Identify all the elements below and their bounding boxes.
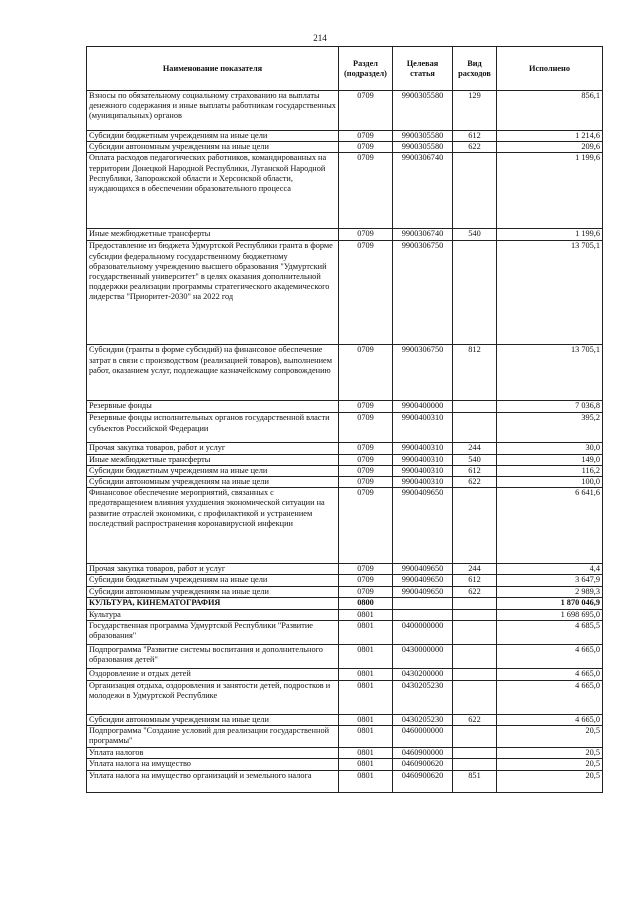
cell-name: Субсидии бюджетным учреждениям на иные цели (87, 131, 339, 142)
cell-target: 9900409650 (393, 564, 453, 575)
cell-amount: 395,2 (497, 413, 603, 443)
table-row (87, 488, 603, 564)
cell-section: 0709 (339, 91, 393, 131)
cell-target: 9900400310 (393, 454, 453, 465)
cell-amount: 209,6 (497, 142, 603, 153)
cell-section: 0709 (339, 575, 393, 586)
cell-target: 9900409650 (393, 586, 453, 597)
page-number: 214 (313, 33, 327, 43)
cell-name: Подпрограмма "Создание условий для реализации государственной программы" (87, 726, 339, 748)
header-name: Наименование показателя (87, 47, 339, 91)
cell-name: Оздоровление и отдых детей (87, 669, 339, 681)
cell-type: 851 (453, 770, 497, 792)
cell-section: 0801 (339, 621, 393, 645)
expenditure-table (86, 46, 603, 793)
cell-amount: 20,5 (497, 748, 603, 759)
cell-target: 0430200000 (393, 669, 453, 681)
table-row (87, 142, 603, 153)
cell-type: 540 (453, 229, 497, 241)
cell-section: 0801 (339, 726, 393, 748)
cell-section: 0709 (339, 488, 393, 564)
cell-section: 0709 (339, 413, 393, 443)
cell-amount: 2 989,3 (497, 586, 603, 597)
cell-amount: 20,5 (497, 726, 603, 748)
cell-name: КУЛЬТУРА, КИНЕМАТОГРАФИЯ (87, 597, 339, 609)
cell-name: Субсидии бюджетным учреждениям на иные цели (87, 575, 339, 586)
cell-section: 0801 (339, 645, 393, 669)
cell-name: Уплата налогов (87, 748, 339, 759)
cell-type (453, 759, 497, 770)
header-target: Целевая статья (393, 47, 453, 91)
cell-target: 0430205230 (393, 715, 453, 726)
cell-section: 0709 (339, 131, 393, 142)
table-row (87, 759, 603, 770)
cell-type: 244 (453, 564, 497, 575)
table-row (87, 645, 603, 669)
cell-section: 0800 (339, 597, 393, 609)
table-row (87, 401, 603, 413)
cell-type (453, 726, 497, 748)
cell-type (453, 645, 497, 669)
cell-name: Прочая закупка товаров, работ и услуг (87, 443, 339, 454)
cell-type: 622 (453, 477, 497, 488)
cell-target: 0460900000 (393, 748, 453, 759)
cell-target: 9900306750 (393, 241, 453, 345)
cell-target: 9900400310 (393, 413, 453, 443)
cell-type (453, 413, 497, 443)
table-row (87, 770, 603, 792)
cell-amount: 149,0 (497, 454, 603, 465)
cell-amount: 7 036,8 (497, 401, 603, 413)
cell-amount: 1 214,6 (497, 131, 603, 142)
cell-amount: 4 665,0 (497, 645, 603, 669)
cell-amount: 856,1 (497, 91, 603, 131)
cell-type: 622 (453, 586, 497, 597)
table-row (87, 465, 603, 476)
cell-type: 812 (453, 345, 497, 401)
cell-amount: 4 685,5 (497, 621, 603, 645)
cell-section: 0709 (339, 586, 393, 597)
cell-amount: 13 705,1 (497, 241, 603, 345)
cell-name: Прочая закупка товаров, работ и услуг (87, 564, 339, 575)
cell-type (453, 241, 497, 345)
header-type: Вид расходов (453, 47, 497, 91)
cell-section: 0801 (339, 681, 393, 715)
cell-target: 0460900620 (393, 770, 453, 792)
cell-amount: 20,5 (497, 759, 603, 770)
cell-type (453, 153, 497, 229)
table-row (87, 564, 603, 575)
cell-target: 9900306740 (393, 229, 453, 241)
cell-type (453, 621, 497, 645)
table-header-row (87, 47, 603, 91)
cell-section: 0801 (339, 770, 393, 792)
cell-section: 0801 (339, 669, 393, 681)
cell-section: 0801 (339, 609, 393, 620)
cell-name: Резервные фонды (87, 401, 339, 413)
cell-target: 9900409650 (393, 488, 453, 564)
cell-type (453, 609, 497, 620)
cell-section: 0709 (339, 401, 393, 413)
cell-amount: 6 641,6 (497, 488, 603, 564)
cell-target: 9900400310 (393, 465, 453, 476)
cell-amount: 4 665,0 (497, 669, 603, 681)
table-row (87, 454, 603, 465)
cell-amount: 1 870 046,9 (497, 597, 603, 609)
cell-name: Субсидии автономным учреждениям на иные цели (87, 586, 339, 597)
cell-amount: 1 199,6 (497, 229, 603, 241)
cell-amount: 4 665,0 (497, 681, 603, 715)
cell-section: 0709 (339, 153, 393, 229)
cell-name: Субсидии автономным учреждениям на иные цели (87, 477, 339, 488)
table-row (87, 586, 603, 597)
cell-name: Иные межбюджетные трансферты (87, 229, 339, 241)
cell-section: 0709 (339, 564, 393, 575)
cell-amount: 3 647,9 (497, 575, 603, 586)
cell-type (453, 669, 497, 681)
cell-name: Уплата налога на имущество (87, 759, 339, 770)
table-row (87, 748, 603, 759)
header-section: Раздел (подраздел) (339, 47, 393, 91)
cell-section: 0709 (339, 443, 393, 454)
cell-target: 9900306750 (393, 345, 453, 401)
cell-type: 244 (453, 443, 497, 454)
table-row (87, 669, 603, 681)
cell-amount: 4,4 (497, 564, 603, 575)
cell-name: Субсидии автономным учреждениям на иные цели (87, 142, 339, 153)
table-row (87, 345, 603, 401)
header-amount: Исполнено (497, 47, 603, 91)
table-row (87, 575, 603, 586)
cell-section: 0709 (339, 454, 393, 465)
cell-type: 129 (453, 91, 497, 131)
cell-target: 0460900620 (393, 759, 453, 770)
cell-target: 9900400310 (393, 477, 453, 488)
cell-name: Государственная программа Удмуртской Республики "Развитие образования" (87, 621, 339, 645)
cell-amount: 100,0 (497, 477, 603, 488)
cell-name: Подпрограмма "Развитие системы воспитания и дополнительного образования детей" (87, 645, 339, 669)
cell-target: 0430000000 (393, 645, 453, 669)
cell-name: Уплата налога на имущество организаций и земельного налога (87, 770, 339, 792)
cell-section: 0801 (339, 759, 393, 770)
cell-name: Резервные фонды исполнительных органов государственной власти субъектов Российской Федерации (87, 413, 339, 443)
cell-type (453, 597, 497, 609)
table-row (87, 477, 603, 488)
table-row (87, 597, 603, 609)
cell-amount: 1 698 695,0 (497, 609, 603, 620)
cell-type (453, 401, 497, 413)
table-row (87, 241, 603, 345)
table-row (87, 91, 603, 131)
table-row (87, 681, 603, 715)
cell-target: 9900306740 (393, 153, 453, 229)
cell-section: 0709 (339, 477, 393, 488)
cell-name: Взносы по обязательному социальному страхованию на выплаты денежного содержания и иные выплаты работникам государственных (муниципальных) органов (87, 91, 339, 131)
cell-target: 9900305580 (393, 131, 453, 142)
table-row (87, 726, 603, 748)
cell-name: Оплата расходов педагогических работников, командированных на территории Донецкой Народной Республики, Луганской Народной Республики, Запорожской области и Херсонской области, нуждающихся в обеспечении образовательного процесса (87, 153, 339, 229)
cell-type: 540 (453, 454, 497, 465)
cell-section: 0801 (339, 715, 393, 726)
table-row (87, 153, 603, 229)
table-row (87, 131, 603, 142)
cell-target: 9900409650 (393, 575, 453, 586)
cell-type (453, 748, 497, 759)
table-body (87, 91, 603, 793)
cell-type: 612 (453, 131, 497, 142)
cell-name: Культура (87, 609, 339, 620)
table-row (87, 413, 603, 443)
cell-section: 0709 (339, 465, 393, 476)
cell-target: 9900400000 (393, 401, 453, 413)
cell-target: 0430205230 (393, 681, 453, 715)
table-row (87, 609, 603, 620)
cell-amount: 1 199,6 (497, 153, 603, 229)
cell-section: 0801 (339, 748, 393, 759)
cell-name: Субсидии автономным учреждениям на иные цели (87, 715, 339, 726)
cell-section: 0709 (339, 241, 393, 345)
cell-type (453, 488, 497, 564)
cell-section: 0709 (339, 345, 393, 401)
cell-type: 622 (453, 715, 497, 726)
cell-target: 9900305580 (393, 142, 453, 153)
cell-type (453, 681, 497, 715)
cell-target: 9900305580 (393, 91, 453, 131)
cell-type: 612 (453, 465, 497, 476)
cell-name: Организация отдыха, оздоровления и занятости детей, подростков и молодежи в Удмуртской Республике (87, 681, 339, 715)
cell-section: 0709 (339, 142, 393, 153)
cell-name: Субсидии бюджетным учреждениям на иные цели (87, 465, 339, 476)
cell-amount: 4 665,0 (497, 715, 603, 726)
cell-name: Финансовое обеспечение мероприятий, связанных с предотвращением влияния ухудшения экономической ситуации на развитие отраслей экономики, с профилактикой и устранением последствий распространения коронавирусной инфекции (87, 488, 339, 564)
cell-amount: 20,5 (497, 770, 603, 792)
table-row (87, 621, 603, 645)
cell-section: 0709 (339, 229, 393, 241)
table-row (87, 229, 603, 241)
cell-amount: 13 705,1 (497, 345, 603, 401)
cell-amount: 116,2 (497, 465, 603, 476)
cell-target: 0400000000 (393, 621, 453, 645)
cell-type: 612 (453, 575, 497, 586)
cell-target: 9900400310 (393, 443, 453, 454)
cell-target (393, 609, 453, 620)
cell-name: Предоставление из бюджета Удмуртской Республики гранта в форме субсидии федеральному государственному бюджетному образовательному учреждению высшего образования "Удмуртский государственный университет" в целях оказания дополнительной поддержки реализации программы стратегического академического лидерства "Приоритет-2030" на 2022 год (87, 241, 339, 345)
cell-name: Субсидии (гранты в форме субсидий) на финансовое обеспечение затрат в связи с производством (реализацией товаров), выполнением работ, оказанием услуг, подлежащие казначейскому сопровождению (87, 345, 339, 401)
table-row (87, 443, 603, 454)
cell-name: Иные межбюджетные трансферты (87, 454, 339, 465)
table-row (87, 715, 603, 726)
cell-target: 0460000000 (393, 726, 453, 748)
cell-type: 622 (453, 142, 497, 153)
cell-target (393, 597, 453, 609)
cell-amount: 30,0 (497, 443, 603, 454)
